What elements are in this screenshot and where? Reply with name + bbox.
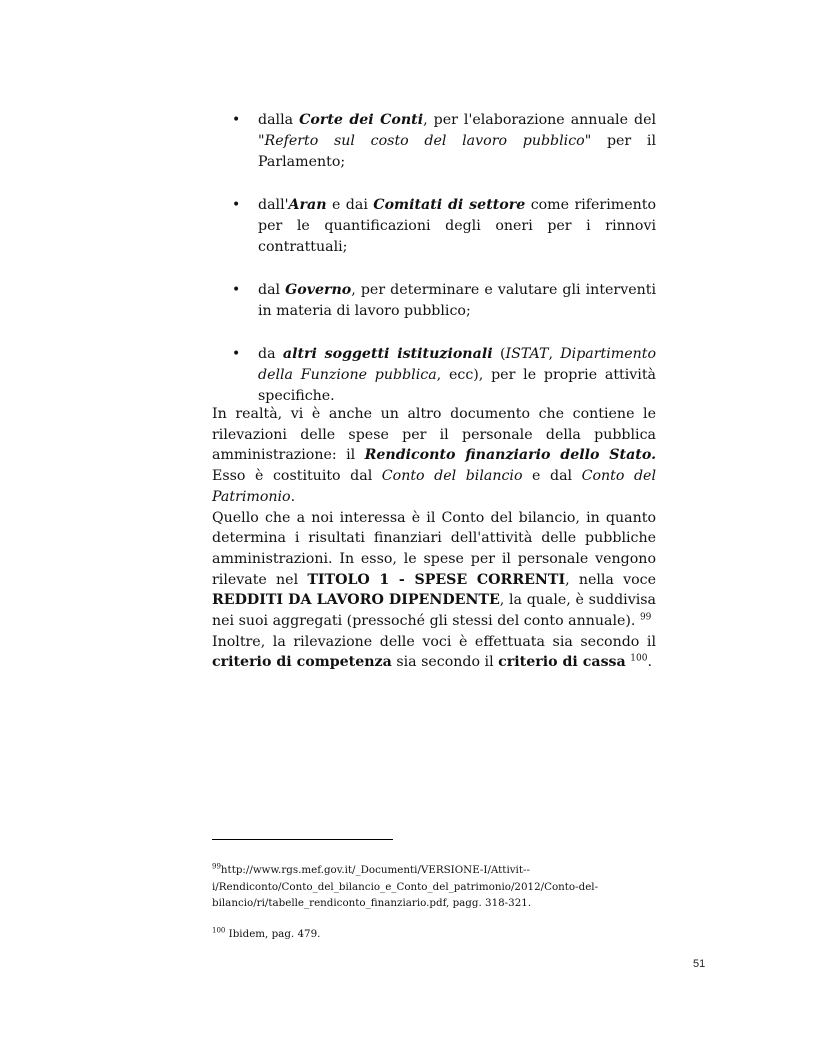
- bullet-icon: •: [232, 346, 241, 362]
- emphasis: Comitati di settore: [373, 197, 526, 213]
- body-text: [212, 404, 656, 673]
- bullet-icon: •: [232, 112, 241, 128]
- text: ,: [548, 346, 561, 362]
- emphasis: altri soggetti istituzionali: [282, 346, 493, 362]
- text: e dai: [326, 197, 374, 213]
- paragraph: In realtà, vi è anche un altro documento che contiene le rilevazioni delle spese per il personale della pubblica amministrazione: il Rendiconto finanziario dello Stato. Esso è costituito dal Conto del bilancio e dal Conto del Patrimonio.: [212, 406, 657, 505]
- footnote-number: 99: [212, 862, 221, 871]
- emphasis: Aran: [288, 197, 327, 213]
- text: dalla: [258, 112, 300, 128]
- italic-text: "Referto sul costo del lavoro pubblico": [258, 133, 592, 149]
- text: , per determinare e valutare gli interventi in materia di lavoro pubblico;: [258, 282, 656, 319]
- text: dall': [258, 197, 289, 213]
- footnote-99: [212, 862, 656, 912]
- list-item: [212, 110, 656, 173]
- italic-text: Conto del bilancio: [381, 468, 523, 485]
- paragraph: Quello che a noi interessa è il Conto del bilancio, in quanto determina i risultati finanziari dell'attività delle pubbliche amministrazioni. In esso, le spese per il personale vengono rilevate nel TITOLO 1 - SPESE CORRENTI, nella voce REDDITI DA LAVORO DIPENDENTE, la quale, è suddivisa nei suoi aggregati (pressoché gli stessi del conto annuale). $^{99}$: [212, 509, 657, 630]
- page-number: 51: [693, 958, 706, 970]
- footnote-number: 100: [212, 926, 226, 935]
- text: (: [492, 346, 506, 362]
- text: , per l'elaborazione annuale del: [423, 112, 657, 128]
- emphasis: Corte dei Conti: [299, 112, 424, 128]
- bold-text: criterio di competenza: [212, 654, 392, 671]
- italic-text: ISTAT: [505, 346, 549, 362]
- text: , ecc), per le proprie attività specifiche.: [258, 367, 656, 404]
- bullet-icon: •: [232, 197, 241, 213]
- text: per il Parlamento;: [258, 133, 656, 170]
- list-item: [212, 195, 656, 258]
- emphasis: Rendiconto finanziario dello Stato.: [364, 447, 657, 464]
- footnote-100: [212, 926, 656, 943]
- footnote-ref[interactable]: 100: [630, 653, 648, 664]
- italic-text: Dipartimento della Funzione pubblica: [258, 346, 656, 383]
- bullet-icon: •: [232, 282, 241, 298]
- list-item: [212, 280, 656, 322]
- bold-text: TITOLO 1 - SPESE CORRENTI: [307, 571, 566, 588]
- italic-text: Conto del Patrimonio: [212, 468, 656, 505]
- bullet-list: [212, 110, 656, 429]
- text: da: [258, 346, 283, 362]
- bold-text: criterio di cassa: [498, 654, 626, 671]
- emphasis: Governo: [285, 282, 352, 298]
- text: come riferimento per le quantificazioni degli oneri per i rinnovi contrattuali;: [258, 197, 656, 255]
- footnote-ref[interactable]: 99: [639, 612, 652, 623]
- footnote-text: Ibidem, pag. 479.: [225, 928, 321, 940]
- footnote-separator: [212, 839, 393, 840]
- footnote-text[interactable]: http://www.rgs.mef.gov.it/_Documenti/VERSIONE-I/Attivit--i/Rendiconto/Conto_del_bilancio_e_Conto_del_patrimonio/2012/Conto-del-bilancio/ri/tabelle_rendiconto_finanziario.pdf, pagg. 318-321.: [212, 864, 599, 909]
- list-item: [212, 344, 656, 407]
- text: dal: [258, 282, 286, 298]
- bold-text: REDDITI DA LAVORO DIPENDENTE: [212, 592, 500, 609]
- paragraph: Inoltre, la rilevazione delle voci è effettuata sia secondo il criterio di competenza sia secondo il criterio di cassa $^{100}$.: [212, 633, 656, 671]
